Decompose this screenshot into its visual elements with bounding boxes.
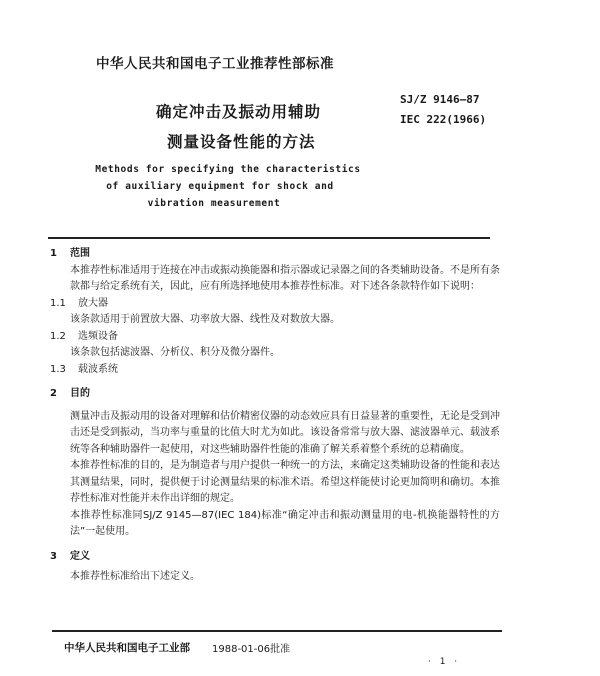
section-number: 3 [50,550,57,562]
subsection-title: 放大器 [78,297,108,309]
standard-number: SJ/Z 9146—87 [400,93,480,106]
section-1-heading [50,246,500,263]
subsection-number: 1.1 [50,297,66,309]
section-number: 1 [50,248,57,259]
subsection-1-1 [50,296,500,313]
section-3-paragraph: 本推荐性标准给出下述定义。 [70,571,200,582]
document-title-line-2: 测量设备性能的方法 [167,133,316,151]
subsection-title: 选频设备 [78,330,118,342]
english-title-line-3: vibration measurement [147,198,281,209]
document-title-line-1: 确定冲击及振动用辅助 [156,103,322,121]
subsection-1-3 [50,362,500,379]
document-body [50,246,500,586]
approval-date: 1988-01-06批准 [212,644,291,655]
subsection-number: 1.2 [50,330,66,342]
top-divider [48,237,490,239]
bottom-divider [52,630,502,632]
english-title-line-1: Methods for specifying the characteristics [95,164,361,175]
subsection-1-2 [50,329,500,346]
subsection-1-2-text: 该条款包括滤波器、分析仪、积分及微分器件。 [70,347,280,358]
page-number: · 1 · [428,657,461,667]
english-title-line-2: of auxiliary equipment for shock and [106,181,334,192]
section-3-heading [50,549,500,566]
subsection-1-1-text: 该条款适用于前置放大器、功率放大器、线性及对数放大器。 [70,314,340,325]
section-2-paragraph-2: 本推荐性标准的目的，是为制造者与用户提供一种统一的方法，来确定这类辅助设备的性能和表达其测量结果，同时，提供便于讨论测量结果的标准术语。希望这样能使讨论更加简明和确切。本推荐性标准对性能并未作出详细的规定。 [70,460,500,504]
footer-authority: 中华人民共和国电子工业部 [64,642,190,654]
section-2-heading [50,386,500,403]
section-2-paragraph-3: 本推荐性标准同SJ/Z 9145—87(IEC 184)标准“确定冲击和振动测量用的电-机换能器特性的方法”一起使用。 [70,509,500,537]
subsection-title: 载波系统 [78,363,118,375]
subsection-number: 1.3 [50,363,66,375]
section-title: 目的 [70,388,90,399]
section-1-paragraph: 本推荐性标准适用于连接在冲击或振动换能器和指示器或记录器之间的各类辅助设备。不是所有条款都与给定系统有关，因此，应有所选择地使用本推荐性标准。对下述各条款特作如下说明： [70,264,500,292]
section-number: 2 [50,388,57,399]
section-title: 范围 [70,248,90,259]
issuing-authority-header: 中华人民共和国电子工业推荐性部标准 [96,56,334,72]
section-title: 定义 [70,550,90,562]
section-2-paragraph-1: 测量冲击及振动用的设备对理解和估价精密仪器的动态效应具有日益显著的重要性，无论是受到冲击还是受到振动，当功率与重量的比值大时尤为如此。该设备常常与放大器、滤波器单元、载波系统等各种辅助器件一起使用，对这些辅助器件性能的准确了解关系着整个系统的总精确度。 [70,410,500,455]
iec-reference: IEC 222(1966) [400,113,487,126]
